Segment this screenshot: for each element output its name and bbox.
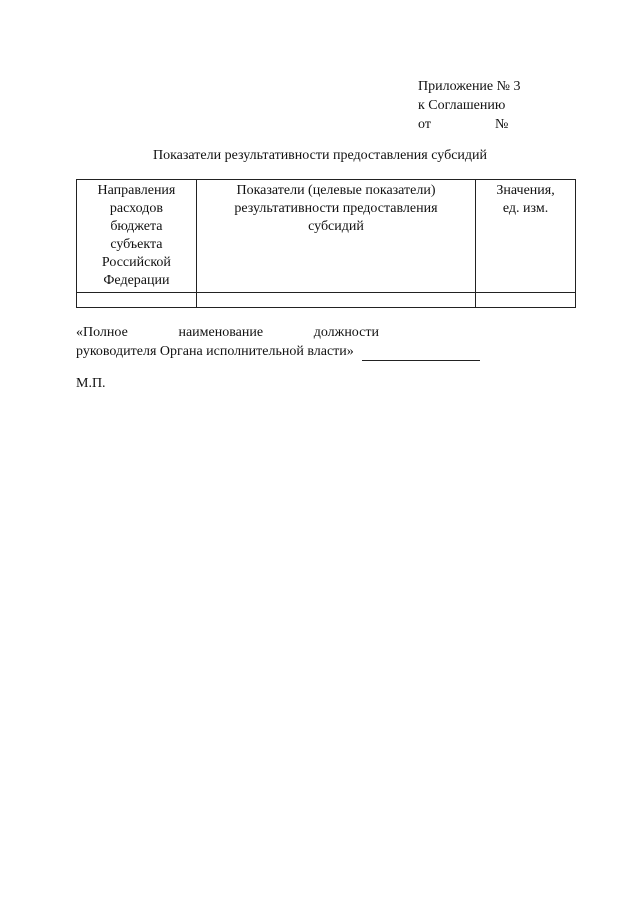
- number-label: №: [494, 117, 509, 132]
- header-text: Направления: [97, 183, 176, 198]
- signature-position: руководителя Органа исполнительной власти»: [76, 344, 354, 359]
- appendix-date-number: [418, 115, 521, 134]
- header-text: расходов: [109, 201, 163, 216]
- signature-word: должности: [313, 325, 379, 340]
- header-text: бюджета: [110, 219, 163, 234]
- signature-block: [76, 323, 506, 361]
- from-label: от: [418, 117, 431, 132]
- header-directions: [77, 180, 197, 293]
- table-cell: [77, 293, 197, 308]
- table-header-row: [77, 180, 576, 293]
- header-text: Показатели (целевые показатели): [236, 183, 436, 198]
- document-title: Показатели результативности предоставления субсидий: [152, 148, 488, 163]
- signature-word: «Полное: [76, 325, 128, 340]
- signature-line-2: [76, 342, 506, 361]
- header-text: Значения,: [496, 183, 555, 198]
- header-text: результативности предоставления: [234, 201, 438, 216]
- header-indicators: [196, 180, 475, 293]
- appendix-header: [418, 77, 521, 134]
- table-row: [77, 293, 576, 308]
- header-values: [476, 180, 576, 293]
- table-cell: [196, 293, 475, 308]
- signature-line-1: [76, 323, 379, 342]
- header-text: ед. изм.: [502, 201, 549, 216]
- header-text: субъекта: [110, 237, 163, 252]
- appendix-agreement: к Соглашению: [418, 98, 506, 113]
- signature-underline: [362, 347, 480, 361]
- table-cell: [476, 293, 576, 308]
- stamp-place: М.П.: [76, 376, 106, 391]
- header-text: Российской: [101, 255, 171, 270]
- signature-word: наименование: [178, 325, 264, 340]
- appendix-number: Приложение № 3: [418, 79, 521, 94]
- header-text: субсидий: [308, 219, 364, 234]
- indicators-table: [76, 179, 576, 308]
- header-text: Федерации: [103, 273, 170, 288]
